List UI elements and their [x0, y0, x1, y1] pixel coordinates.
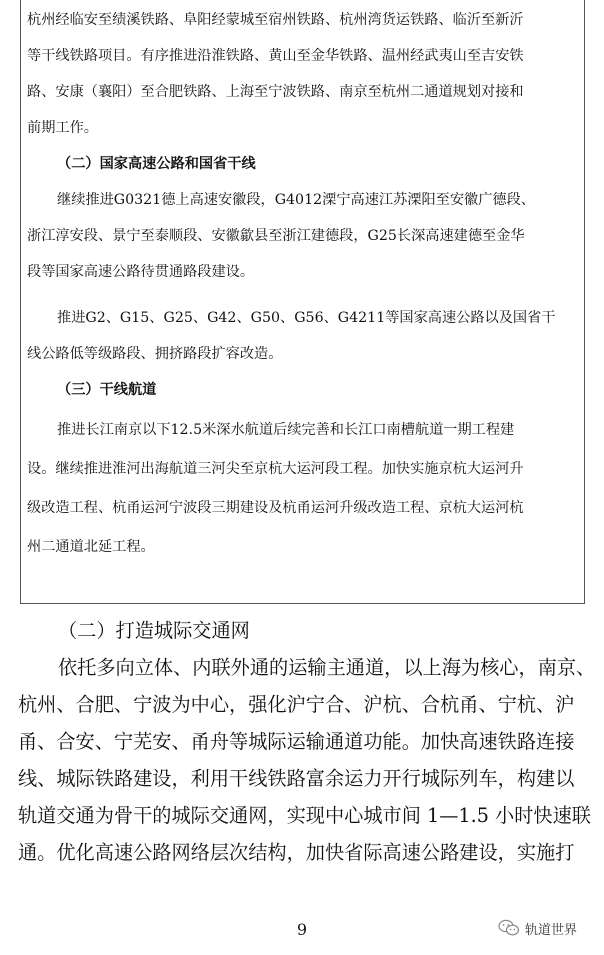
body-text-line: 甬、合安、宁芜安、甬舟等城际运输通道功能。加快高速铁路连接 — [18, 730, 575, 753]
box-section-heading: （三）干线航道 — [57, 382, 157, 398]
box-text-line: 设。继续推进淮河出海航道三河尖至京杭大运河段工程。加快实施京杭大运河升 — [27, 461, 524, 477]
boxed-excerpt — [20, 0, 585, 604]
body-text-line: 依托多向立体、内联外通的运输主通道，以上海为核心，南京、 — [58, 656, 596, 679]
box-text-line: 继续推进G0321德上高速安徽段，G4012溧宁高速江苏溧阳至安徽广德段、 — [57, 192, 535, 208]
box-text-line: 推进G2、G15、G25、G42、G50、G56、G4211等国家高速公路以及国省干 — [57, 310, 556, 326]
watermark — [498, 916, 577, 940]
watermark-text: 轨道世界 — [525, 922, 578, 938]
box-text-line: 前期工作。 — [27, 120, 98, 136]
body-text-line: 线、城际铁路建设，利用干线铁路富余运力开行城际列车，构建以 — [18, 767, 575, 790]
box-text-line: 线公路低等级路段、拥挤路段扩容改造。 — [27, 346, 283, 362]
section-heading: （二）打造城际交通网 — [58, 619, 250, 642]
box-text-line: 等干线铁路项目。有序推进沿淮铁路、黄山至金华铁路、温州经武夷山至吉安铁 — [27, 48, 524, 64]
box-text-line: 推进长江南京以下12.5米深水航道后续完善和长江口南槽航道一期工程建 — [57, 422, 515, 438]
box-section-heading: （二）国家高速公路和国省干线 — [57, 156, 256, 172]
box-text-line: 浙江淳安段、景宁至泰顺段、安徽歙县至浙江建德段，G25长深高速建德至金华 — [27, 228, 525, 244]
box-text-line: 州二通道北延工程。 — [27, 539, 155, 555]
body-text-line: 杭州、合肥、宁波为中心，强化沪宁合、沪杭、合杭甬、宁杭、沪 — [18, 693, 575, 716]
wechat-icon — [498, 919, 520, 937]
body-text-line: 通。优化高速公路网络层次结构，加快省际高速公路建设，实施打 — [18, 841, 575, 864]
body-text-line: 轨道交通为骨干的城际交通网，实现中心城市间 1—1.5 小时快速联 — [18, 804, 591, 827]
box-text-line: 杭州经临安至绩溪铁路、阜阳经蒙城至宿州铁路、杭州湾货运铁路、临沂至新沂 — [27, 12, 524, 28]
box-text-line: 级改造工程、杭甬运河宁波段三期建设及杭甬运河升级改造工程、京杭大运河杭 — [27, 500, 524, 516]
box-text-line: 段等国家高速公路待贯通路段建设。 — [27, 264, 255, 280]
page-number: 9 — [296, 920, 308, 939]
box-text-line: 路、安康（襄阳）至合肥铁路、上海至宁波铁路、南京至杭州二通道规划对接和 — [27, 84, 524, 100]
